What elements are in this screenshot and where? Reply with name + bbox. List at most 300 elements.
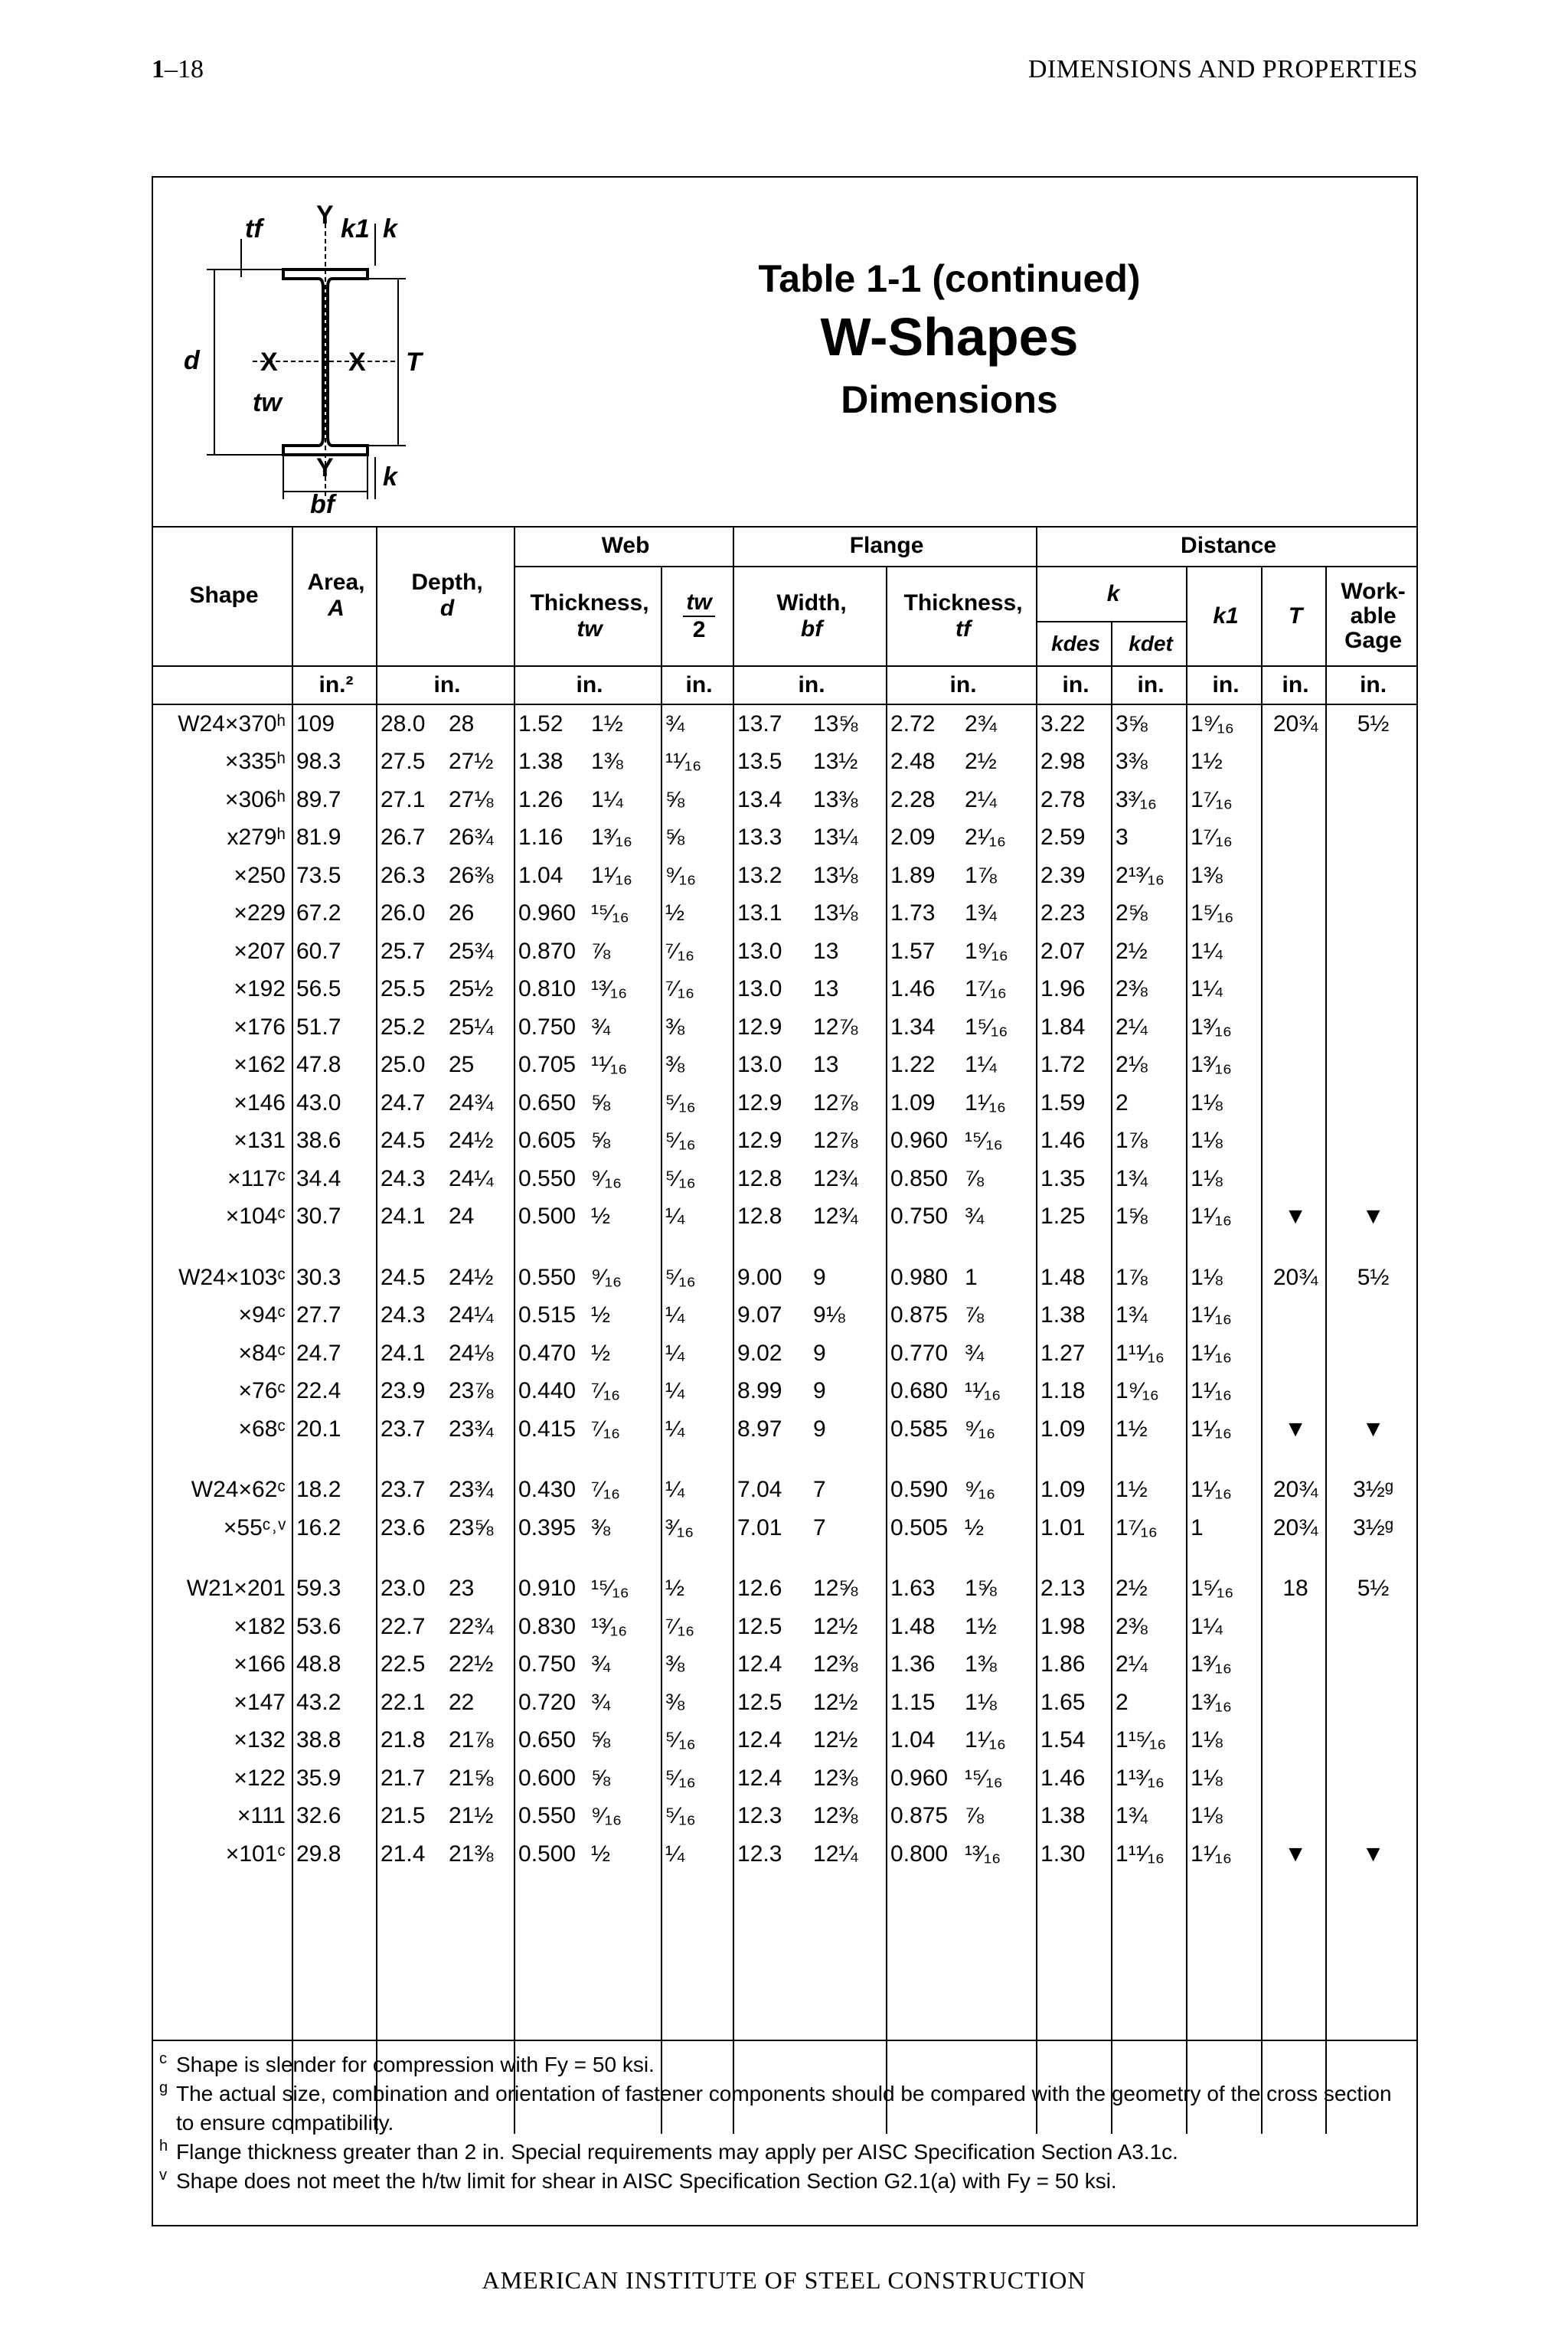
cell-kdet: 3⅜ bbox=[1112, 743, 1187, 782]
table-main-title: W-Shapes bbox=[820, 307, 1079, 367]
cell-tf-frac: 1¾ bbox=[965, 900, 997, 926]
cell-tw-half: ⁹⁄₁₆ bbox=[662, 857, 733, 895]
cell-depth-dec: 23.7 bbox=[377, 1410, 446, 1449]
cell-tw-frac: ¹¹⁄₁₆ bbox=[591, 1052, 628, 1078]
cell-tf-frac: ¹⁵⁄₁₆ bbox=[965, 1128, 1003, 1154]
table-row bbox=[153, 1334, 1416, 1373]
cell-kdet: 1¾ bbox=[1112, 1297, 1187, 1335]
unit-blank bbox=[153, 666, 292, 704]
header-row-units bbox=[153, 666, 1416, 704]
cell-bf-frac: 9 bbox=[813, 1340, 826, 1366]
table-row bbox=[153, 1008, 1416, 1047]
cell-tf-dec: 0.590 bbox=[887, 1472, 962, 1510]
cell-k1: 1⅜ bbox=[1187, 857, 1262, 895]
page-header bbox=[152, 55, 1418, 101]
cell-bf-dec: 12.5 bbox=[733, 1608, 810, 1646]
cell-bf-dec: 13.0 bbox=[733, 1047, 810, 1085]
unit-flange-thickness: in. bbox=[887, 666, 1037, 704]
col-kdet: kdet bbox=[1112, 622, 1187, 666]
cell-tw-half: ¼ bbox=[662, 1373, 733, 1411]
cell-tw-frac: ½ bbox=[591, 1204, 611, 1230]
cell-depth-frac: 23⅝ bbox=[449, 1514, 494, 1540]
table-frame bbox=[152, 176, 1418, 2226]
cell-tw-half: ⁷⁄₁₆ bbox=[662, 933, 733, 971]
cell-k1: 1³⁄₁₆ bbox=[1187, 1008, 1262, 1047]
cell-tf-dec: 0.875 bbox=[887, 1297, 962, 1335]
cell-tf-dec: 1.22 bbox=[887, 1047, 962, 1085]
cell-kdes: 2.13 bbox=[1037, 1570, 1112, 1609]
table-row bbox=[153, 1646, 1416, 1684]
cell-shape: x279ʰ bbox=[227, 825, 286, 851]
cell-tf-dec: 1.48 bbox=[887, 1608, 962, 1646]
cell-kdes: 2.39 bbox=[1037, 857, 1112, 895]
cell-T: 18 bbox=[1262, 1570, 1326, 1609]
cell-gage: ▼ bbox=[1326, 1198, 1416, 1236]
footnote-c: c Shape is slender for compression with Fy = 50 ksi. bbox=[159, 2050, 655, 2076]
cell-tf-frac: ¹⁵⁄₁₆ bbox=[965, 1765, 1003, 1791]
cell-bf-dec: 9.02 bbox=[733, 1334, 810, 1373]
cell-kdes: 1.86 bbox=[1037, 1646, 1112, 1684]
cell-bf-frac: 9 bbox=[813, 1416, 826, 1442]
header-row-groups bbox=[153, 526, 1416, 567]
cell-tf-dec: 1.57 bbox=[887, 933, 962, 971]
cell-depth-frac: 26¾ bbox=[449, 825, 494, 851]
cell-tf-frac: 1¹⁄₁₆ bbox=[965, 1089, 1006, 1116]
cell-depth-dec: 25.5 bbox=[377, 971, 446, 1009]
cell-bf-frac: 12⅝ bbox=[813, 1576, 858, 1602]
cell-T bbox=[1262, 1759, 1326, 1798]
cell-depth-frac: 21⅝ bbox=[449, 1765, 494, 1791]
cell-depth-dec: 22.7 bbox=[377, 1608, 446, 1646]
cell-tw-frac: ⅝ bbox=[591, 1765, 611, 1791]
cell-tw-dec: 0.500 bbox=[514, 1198, 588, 1236]
cell-bf-dec: 12.8 bbox=[733, 1160, 810, 1198]
cell-k1: 1⅛ bbox=[1187, 1160, 1262, 1198]
cell-bf-frac: 7 bbox=[813, 1477, 826, 1503]
table-row bbox=[153, 933, 1416, 971]
cell-T bbox=[1262, 1684, 1326, 1722]
cell-tf-dec: 0.750 bbox=[887, 1198, 962, 1236]
cell-gage bbox=[1326, 1608, 1416, 1646]
cell-tw-half: ½ bbox=[662, 895, 733, 933]
cell-tf-dec: 2.72 bbox=[887, 704, 962, 743]
cell-gage bbox=[1326, 1334, 1416, 1373]
cell-kdet: 1¹³⁄₁₆ bbox=[1112, 1759, 1187, 1798]
cell-bf-dec: 13.4 bbox=[733, 781, 810, 819]
table-row bbox=[153, 1509, 1416, 1547]
unit-T: in. bbox=[1262, 666, 1326, 704]
cell-gage bbox=[1326, 1047, 1416, 1085]
cell-tf-dec: 2.48 bbox=[887, 743, 962, 782]
cell-depth-dec: 26.0 bbox=[377, 895, 446, 933]
cell-tw-half: ¼ bbox=[662, 1297, 733, 1335]
cell-T: 20¾ bbox=[1262, 1472, 1326, 1510]
cell-kdes: 1.46 bbox=[1037, 1122, 1112, 1161]
cell-tw-dec: 0.470 bbox=[514, 1334, 588, 1373]
cell-shape: ×101ᶜ bbox=[225, 1841, 286, 1867]
cell-tw-half: ½ bbox=[662, 1570, 733, 1609]
table-row bbox=[153, 1160, 1416, 1198]
cell-depth-frac: 25¾ bbox=[449, 938, 494, 964]
cell-tf-dec: 0.875 bbox=[887, 1798, 962, 1836]
cell-tw-dec: 0.810 bbox=[514, 971, 588, 1009]
cell-depth-frac: 21⅞ bbox=[449, 1727, 494, 1753]
cell-T bbox=[1262, 971, 1326, 1009]
cell-bf-frac: 12½ bbox=[813, 1613, 858, 1639]
cell-tf-dec: 2.28 bbox=[887, 781, 962, 819]
cell-tf-frac: 2¹⁄₁₆ bbox=[965, 825, 1006, 851]
cell-k1: 1³⁄₁₆ bbox=[1187, 1646, 1262, 1684]
col-k1: k1 bbox=[1187, 567, 1262, 666]
cell-gage bbox=[1326, 781, 1416, 819]
diagram-label-t: T bbox=[406, 348, 422, 377]
cell-area: 89.7 bbox=[292, 781, 377, 819]
cell-bf-dec: 12.3 bbox=[733, 1798, 810, 1836]
title-block bbox=[490, 254, 1409, 429]
cell-bf-frac: 12⅜ bbox=[813, 1765, 858, 1791]
cell-area: 51.7 bbox=[292, 1008, 377, 1047]
cell-tw-frac: ⁷⁄₁₆ bbox=[591, 1416, 621, 1442]
cell-tw-half: ⁵⁄₁₆ bbox=[662, 1798, 733, 1836]
cell-bf-frac: 13⅛ bbox=[813, 900, 858, 926]
cell-area: 81.9 bbox=[292, 819, 377, 858]
cell-tf-dec: 0.770 bbox=[887, 1334, 962, 1373]
table-row bbox=[153, 1047, 1416, 1085]
cell-shape: ×76ᶜ bbox=[238, 1378, 286, 1404]
cell-tw-dec: 0.960 bbox=[514, 895, 588, 933]
group-flange: Flange bbox=[733, 526, 1037, 567]
cell-kdes: 1.30 bbox=[1037, 1835, 1112, 1873]
cell-k1: 1³⁄₁₆ bbox=[1187, 1047, 1262, 1085]
cell-bf-dec: 8.99 bbox=[733, 1373, 810, 1411]
cell-shape: W24×103ᶜ bbox=[178, 1264, 286, 1290]
cell-k1: 1⁵⁄₁₆ bbox=[1187, 895, 1262, 933]
cell-tf-frac: 2¾ bbox=[965, 710, 997, 737]
table-subtitle: Dimensions bbox=[841, 378, 1058, 421]
cell-tw-frac: ⁹⁄₁₆ bbox=[591, 1165, 622, 1191]
cell-kdes: 1.38 bbox=[1037, 1798, 1112, 1836]
cell-bf-dec: 13.1 bbox=[733, 895, 810, 933]
cell-tf-dec: 0.680 bbox=[887, 1373, 962, 1411]
cell-gage bbox=[1326, 743, 1416, 782]
diagram-label-k-bottom: k bbox=[383, 462, 397, 492]
cell-k1: 1¼ bbox=[1187, 971, 1262, 1009]
cell-kdet: 2⅛ bbox=[1112, 1047, 1187, 1085]
cell-tw-dec: 0.440 bbox=[514, 1373, 588, 1411]
cell-tw-half: ³⁄₁₆ bbox=[662, 1509, 733, 1547]
table-row bbox=[153, 1835, 1416, 1873]
cell-area: 43.2 bbox=[292, 1684, 377, 1722]
cell-tw-dec: 1.16 bbox=[514, 819, 588, 858]
cell-gage: 5½ bbox=[1326, 1259, 1416, 1297]
cell-shape: ×132 bbox=[234, 1727, 286, 1753]
cell-k1: 1⅛ bbox=[1187, 1084, 1262, 1122]
cell-tw-frac: 1¼ bbox=[591, 786, 623, 812]
cell-tw-half: ¼ bbox=[662, 1835, 733, 1873]
cell-depth-frac: 24¼ bbox=[449, 1302, 494, 1328]
cell-tf-frac: 1¼ bbox=[965, 1052, 997, 1078]
cell-gage: 3½ᵍ bbox=[1326, 1509, 1416, 1547]
cell-kdet: 2¹³⁄₁₆ bbox=[1112, 857, 1187, 895]
cell-kdet: 1¾ bbox=[1112, 1160, 1187, 1198]
cell-tw-dec: 0.720 bbox=[514, 1684, 588, 1722]
cell-tw-frac: ¹⁵⁄₁₆ bbox=[591, 900, 629, 926]
cell-tw-half: ¼ bbox=[662, 1472, 733, 1510]
cell-bf-dec: 9.07 bbox=[733, 1297, 810, 1335]
cell-gage: 5½ bbox=[1326, 1570, 1416, 1609]
cell-tw-half: ⁷⁄₁₆ bbox=[662, 971, 733, 1009]
cell-kdet: 1⁹⁄₁₆ bbox=[1112, 1373, 1187, 1411]
cell-tw-half: ¾ bbox=[662, 704, 733, 743]
group-distance: Distance bbox=[1037, 526, 1416, 567]
cell-tw-frac: ¾ bbox=[591, 1651, 611, 1677]
cell-bf-dec: 12.8 bbox=[733, 1198, 810, 1236]
cell-bf-frac: 9 bbox=[813, 1378, 826, 1404]
diagram-label-x-right: X bbox=[348, 348, 366, 377]
cell-T bbox=[1262, 895, 1326, 933]
cell-k1: 1⁷⁄₁₆ bbox=[1187, 819, 1262, 858]
cell-gage bbox=[1326, 819, 1416, 858]
cell-bf-frac: 13⅝ bbox=[813, 710, 858, 737]
cell-bf-dec: 8.97 bbox=[733, 1410, 810, 1449]
table-row bbox=[153, 1472, 1416, 1510]
cell-T bbox=[1262, 1047, 1326, 1085]
cell-tf-dec: 1.09 bbox=[887, 1084, 962, 1122]
cell-gage bbox=[1326, 971, 1416, 1009]
cell-bf-frac: 13⅜ bbox=[813, 786, 858, 812]
cell-bf-frac: 13 bbox=[813, 1052, 839, 1078]
cell-tw-half: ⅜ bbox=[662, 1646, 733, 1684]
cell-T bbox=[1262, 1160, 1326, 1198]
cell-tw-dec: 0.650 bbox=[514, 1084, 588, 1122]
table-row bbox=[153, 971, 1416, 1009]
cell-kdes: 1.65 bbox=[1037, 1684, 1112, 1722]
diagram-label-bf: bf bbox=[310, 490, 335, 514]
cell-T bbox=[1262, 1722, 1326, 1760]
cell-tw-dec: 0.600 bbox=[514, 1759, 588, 1798]
cell-bf-frac: 9 bbox=[813, 1264, 826, 1290]
cell-bf-dec: 12.3 bbox=[733, 1835, 810, 1873]
cell-shape: ×55ᶜ˒ᵛ bbox=[223, 1514, 286, 1540]
cell-k1: 1¹⁄₁₆ bbox=[1187, 1373, 1262, 1411]
cell-tf-dec: 0.980 bbox=[887, 1259, 962, 1297]
cell-kdet: 1½ bbox=[1112, 1410, 1187, 1449]
cell-bf-dec: 13.5 bbox=[733, 743, 810, 782]
cell-k1: 1¹⁄₁₆ bbox=[1187, 1198, 1262, 1236]
cell-tw-dec: 0.705 bbox=[514, 1047, 588, 1085]
cell-T: 20¾ bbox=[1262, 704, 1326, 743]
cell-tw-half: ¼ bbox=[662, 1334, 733, 1373]
cell-depth-dec: 27.1 bbox=[377, 781, 446, 819]
cell-bf-dec: 12.9 bbox=[733, 1008, 810, 1047]
cell-k1: 1¹⁄₁₆ bbox=[1187, 1472, 1262, 1510]
cell-depth-dec: 25.7 bbox=[377, 933, 446, 971]
cell-bf-dec: 7.04 bbox=[733, 1472, 810, 1510]
col-depth: Depth, d bbox=[377, 526, 514, 666]
cell-T bbox=[1262, 1608, 1326, 1646]
cell-k1: 1⅛ bbox=[1187, 1259, 1262, 1297]
cell-shape: ×207 bbox=[234, 938, 286, 964]
cell-bf-frac: 12⅜ bbox=[813, 1803, 858, 1829]
footnote-h: h Flange thickness greater than 2 in. Special requirements may apply per AISC Specification Section A3.1c. bbox=[159, 2138, 1178, 2164]
cell-tw-dec: 0.500 bbox=[514, 1835, 588, 1873]
table-row bbox=[153, 1722, 1416, 1760]
cell-area: 43.0 bbox=[292, 1084, 377, 1122]
cell-T: ▼ bbox=[1262, 1198, 1326, 1236]
cell-depth-dec: 22.5 bbox=[377, 1646, 446, 1684]
cell-bf-frac: 13 bbox=[813, 938, 839, 964]
col-kdes: kdes bbox=[1037, 622, 1112, 666]
cell-kdes: 1.27 bbox=[1037, 1334, 1112, 1373]
cell-k1: 1⁷⁄₁₆ bbox=[1187, 781, 1262, 819]
cell-kdes: 2.59 bbox=[1037, 819, 1112, 858]
cell-depth-dec: 25.2 bbox=[377, 1008, 446, 1047]
footnote-g-continued: to ensure compatibility. bbox=[176, 2111, 394, 2135]
cell-bf-frac: 7 bbox=[813, 1514, 826, 1540]
cell-depth-frac: 22 bbox=[449, 1689, 475, 1715]
cell-kdet: 2⅜ bbox=[1112, 971, 1187, 1009]
cell-depth-frac: 26⅜ bbox=[449, 862, 494, 888]
cell-depth-dec: 23.9 bbox=[377, 1373, 446, 1411]
cell-tw-dec: 0.870 bbox=[514, 933, 588, 971]
cell-bf-frac: 9⅛ bbox=[813, 1302, 845, 1328]
cell-gage bbox=[1326, 1646, 1416, 1684]
cell-bf-dec: 13.7 bbox=[733, 704, 810, 743]
cell-shape: ×306ʰ bbox=[224, 786, 286, 812]
cell-shape: ×117ᶜ bbox=[227, 1165, 286, 1191]
cell-depth-dec: 24.3 bbox=[377, 1160, 446, 1198]
cell-T bbox=[1262, 1297, 1326, 1335]
cell-bf-frac: 13 bbox=[813, 976, 839, 1002]
cell-gage bbox=[1326, 1122, 1416, 1161]
cell-k1: 1³⁄₁₆ bbox=[1187, 1684, 1262, 1722]
cell-depth-dec: 23.6 bbox=[377, 1509, 446, 1547]
cell-kdet: 2⅝ bbox=[1112, 895, 1187, 933]
unit-web-thickness: in. bbox=[514, 666, 662, 704]
cell-k1: 1⁹⁄₁₆ bbox=[1187, 704, 1262, 743]
cell-bf-frac: 13¼ bbox=[813, 825, 858, 851]
cell-kdes: 3.22 bbox=[1037, 704, 1112, 743]
cell-T bbox=[1262, 1646, 1326, 1684]
cell-tf-dec: 1.15 bbox=[887, 1684, 962, 1722]
cell-bf-frac: 12⅜ bbox=[813, 1651, 858, 1677]
cell-kdet: 1¹⁵⁄₁₆ bbox=[1112, 1722, 1187, 1760]
cell-area: 53.6 bbox=[292, 1608, 377, 1646]
cell-area: 30.3 bbox=[292, 1259, 377, 1297]
cell-kdes: 1.96 bbox=[1037, 971, 1112, 1009]
cell-depth-dec: 22.1 bbox=[377, 1684, 446, 1722]
cell-tw-half: ¹¹⁄₁₆ bbox=[662, 743, 733, 782]
cell-tw-dec: 1.52 bbox=[514, 704, 588, 743]
cell-kdes: 1.09 bbox=[1037, 1410, 1112, 1449]
cell-tf-frac: 2¼ bbox=[965, 786, 997, 812]
cell-k1: 1⅛ bbox=[1187, 1122, 1262, 1161]
table-row bbox=[153, 857, 1416, 895]
cell-tf-frac: 1⅝ bbox=[965, 1576, 997, 1602]
cell-tw-frac: ⅞ bbox=[591, 938, 611, 964]
cell-area: 34.4 bbox=[292, 1160, 377, 1198]
cell-tw-dec: 1.38 bbox=[514, 743, 588, 782]
cell-tw-dec: 0.750 bbox=[514, 1646, 588, 1684]
cell-bf-frac: 12½ bbox=[813, 1689, 858, 1715]
title-area bbox=[153, 178, 1416, 528]
cell-bf-dec: 13.2 bbox=[733, 857, 810, 895]
cell-depth-dec: 24.1 bbox=[377, 1198, 446, 1236]
cell-depth-dec: 24.5 bbox=[377, 1122, 446, 1161]
cell-area: 29.8 bbox=[292, 1835, 377, 1873]
cell-T bbox=[1262, 781, 1326, 819]
cell-shape: ×176 bbox=[234, 1014, 286, 1040]
unit-k1: in. bbox=[1187, 666, 1262, 704]
cell-kdes: 2.23 bbox=[1037, 895, 1112, 933]
diagram-label-y-bottom: Y bbox=[316, 453, 334, 482]
cell-kdet: 1⅝ bbox=[1112, 1198, 1187, 1236]
table-row bbox=[153, 1684, 1416, 1722]
cell-bf-dec: 13.3 bbox=[733, 819, 810, 858]
table-row bbox=[153, 1570, 1416, 1609]
diagram-label-y-top: Y bbox=[316, 201, 334, 230]
cell-bf-frac: 12¼ bbox=[813, 1841, 858, 1867]
cell-kdes: 1.59 bbox=[1037, 1084, 1112, 1122]
table-row bbox=[153, 1297, 1416, 1335]
footnote-g: g The actual size, combination and orientation of fastener components should be compared with the geometry of the cross section bbox=[159, 2079, 1392, 2105]
cell-bf-frac: 12¾ bbox=[813, 1165, 858, 1191]
cell-shape: ×84ᶜ bbox=[238, 1340, 286, 1366]
cell-kdes: 1.84 bbox=[1037, 1008, 1112, 1047]
cell-kdet: 2½ bbox=[1112, 933, 1187, 971]
cell-T bbox=[1262, 1334, 1326, 1373]
cell-area: 38.8 bbox=[292, 1722, 377, 1760]
cell-k1: 1⅛ bbox=[1187, 1798, 1262, 1836]
cell-depth-dec: 21.4 bbox=[377, 1835, 446, 1873]
cell-depth-frac: 25½ bbox=[449, 976, 494, 1002]
cell-T bbox=[1262, 1373, 1326, 1411]
cell-gage bbox=[1326, 1373, 1416, 1411]
cell-tw-dec: 0.650 bbox=[514, 1722, 588, 1760]
cell-tw-half: ⁵⁄₁₆ bbox=[662, 1160, 733, 1198]
cell-k1: 1¹⁄₁₆ bbox=[1187, 1835, 1262, 1873]
table-row bbox=[153, 1608, 1416, 1646]
cell-gage bbox=[1326, 895, 1416, 933]
cell-bf-dec: 9.00 bbox=[733, 1259, 810, 1297]
cell-depth-dec: 24.7 bbox=[377, 1084, 446, 1122]
cell-tf-frac: ⅞ bbox=[965, 1803, 985, 1829]
cell-tw-frac: 1¹⁄₁₆ bbox=[591, 862, 632, 888]
cell-depth-dec: 24.5 bbox=[377, 1259, 446, 1297]
cell-tw-dec: 0.550 bbox=[514, 1259, 588, 1297]
table-row bbox=[153, 743, 1416, 782]
cell-k1: 1¹⁄₁₆ bbox=[1187, 1334, 1262, 1373]
cell-tf-dec: 1.04 bbox=[887, 1722, 962, 1760]
cell-tw-dec: 0.415 bbox=[514, 1410, 588, 1449]
cell-depth-dec: 21.7 bbox=[377, 1759, 446, 1798]
cell-tw-dec: 1.04 bbox=[514, 857, 588, 895]
cell-bf-dec: 13.0 bbox=[733, 933, 810, 971]
cell-kdes: 1.09 bbox=[1037, 1472, 1112, 1510]
table-row bbox=[153, 1373, 1416, 1411]
cell-tw-frac: 1½ bbox=[591, 710, 623, 737]
cell-kdet: 1⅞ bbox=[1112, 1259, 1187, 1297]
cell-kdes: 1.18 bbox=[1037, 1373, 1112, 1411]
cell-tf-frac: ¹³⁄₁₆ bbox=[965, 1841, 1001, 1867]
group-web: Web bbox=[514, 526, 733, 567]
table-row bbox=[153, 1410, 1416, 1449]
col-flange-width: Width, bf bbox=[733, 567, 887, 666]
cell-tf-dec: 0.850 bbox=[887, 1160, 962, 1198]
col-flange-thickness: Thickness, tf bbox=[887, 567, 1037, 666]
cell-shape: ×104ᶜ bbox=[225, 1204, 286, 1230]
cell-tw-half: ⁵⁄₁₆ bbox=[662, 1759, 733, 1798]
